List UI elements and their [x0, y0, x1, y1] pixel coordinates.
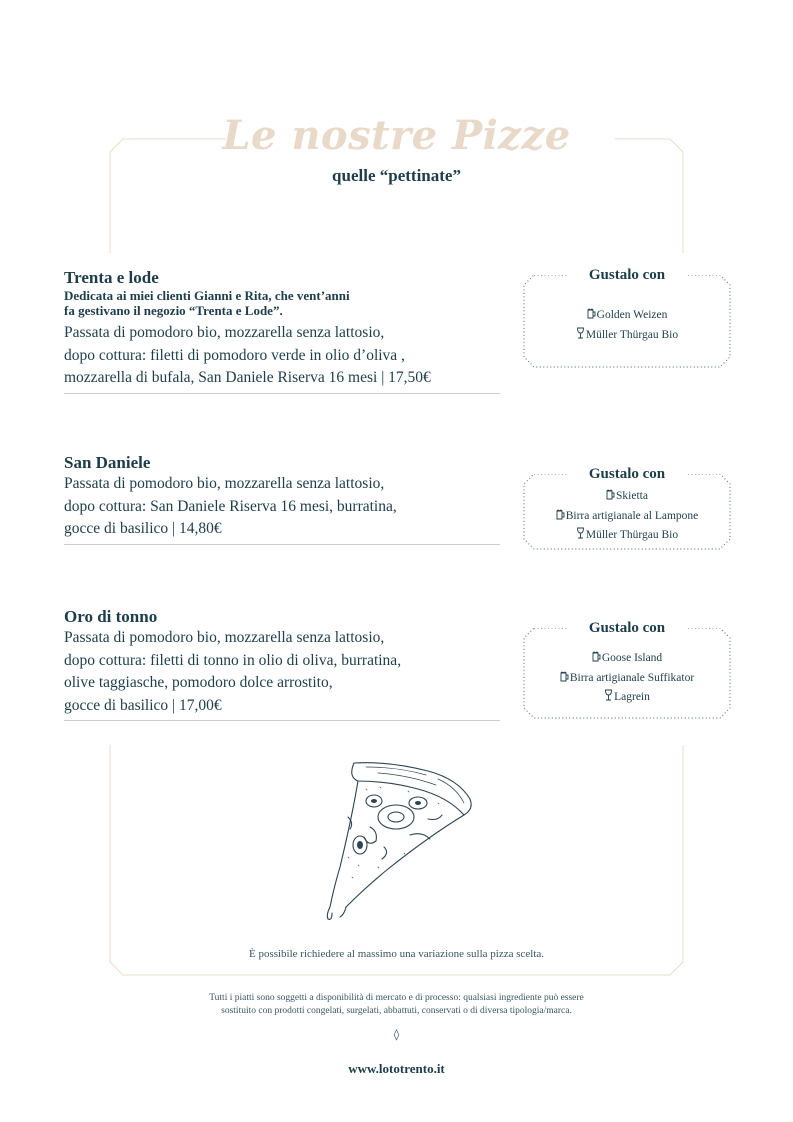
pizza-divider [64, 393, 500, 394]
pairing-list [522, 306, 732, 345]
pizza-description-line: dopo cottura: filetti di pomodoro verde in olio d’oliva , [64, 346, 405, 364]
pizza-description-line: gocce di basilico | 17,00€ [64, 696, 222, 714]
pizza-slice-illustration [318, 757, 478, 922]
pizza-description-line: Passata di pomodoro bio, mozzarella senza lattosio, [64, 324, 385, 341]
pizza-dedication-line: fa gestivano il negozio “Trenta e Lode”. [64, 303, 283, 318]
page-subtitle: quelle “pettinate” [332, 166, 461, 185]
pizza-description-line: dopo cottura: San Daniele Riserva 16 mesi, burratina, [64, 497, 397, 515]
beer-icon [606, 488, 615, 507]
beer-icon [592, 650, 601, 669]
pairing-item: Goose Island [522, 649, 732, 669]
pairing-item: Lagrein [522, 688, 732, 708]
pizza-name: Trenta e lode [64, 268, 159, 287]
pairing-item: Birra artigianale Suffikator [522, 669, 732, 689]
pizza-description-line: dopo cottura: filetti di tonno in olio di oliva, burratina, [64, 651, 402, 669]
wine-glass-icon [576, 527, 585, 546]
pairing-title: Gustalo con [588, 466, 666, 482]
pizza-description-line: Passata di pomodoro bio, mozzarella senza lattosio, [64, 629, 385, 646]
pairing-item: Skietta [522, 487, 732, 507]
pairing-box [522, 620, 732, 718]
pairing-list [522, 649, 732, 708]
pizza-item-trenta-e-lode [64, 268, 500, 394]
pizza-item-oro-di-tonno [64, 607, 500, 721]
page-title: Le nostre Pizze [222, 112, 571, 159]
beer-icon [556, 508, 565, 527]
pizza-description-line: mozzarella di bufala, San Daniele Riserva 16 mesi | 17,50€ [64, 369, 431, 386]
pairing-title: Gustalo con [588, 267, 666, 283]
pairing-title: Gustalo con [588, 620, 666, 636]
pizza-description-line: gocce di basilico | 14,80€ [64, 520, 222, 537]
pairing-box [522, 267, 732, 367]
pizza-divider [64, 544, 500, 545]
pizza-description-line: Passata di pomodoro bio, mozzarella senza lattosio, [64, 475, 385, 492]
pairing-item: Birra artigianale al Lampone [522, 507, 732, 527]
pairing-box [522, 466, 732, 549]
pairing-item: Müller Thürgau Bio [522, 326, 732, 346]
pizza-description-line: olive taggiasche, pomodoro dolce arrostito, [64, 674, 333, 691]
pairing-item: Golden Weizen [522, 306, 732, 326]
pairing-list [522, 487, 732, 546]
disclaimer [150, 992, 643, 1018]
pizza-name: Oro di tonno [64, 607, 158, 626]
beer-icon [560, 670, 569, 689]
website-link[interactable]: www.lototrento.it [348, 1061, 445, 1076]
wine-glass-icon [576, 327, 585, 346]
pizza-name: San Daniele [64, 453, 151, 472]
pizza-divider [64, 720, 500, 721]
pizza-item-san-daniele [64, 453, 500, 545]
pizza-dedication-line: Dedicata ai miei clienti Gianni e Rita, che vent’anni [64, 288, 350, 303]
variation-note: È possibile richiedere al massimo una variazione sulla pizza scelta. [248, 948, 545, 960]
pairing-item: Müller Thürgau Bio [522, 526, 732, 546]
beer-icon [587, 307, 596, 326]
disclaimer-line: Tutti i piatti sono soggetti a disponibilità di mercato e di processo: qualsiasi ingrediente può essere [209, 993, 584, 1003]
wine-glass-icon [604, 689, 613, 708]
disclaimer-line: sostituito con prodotti congelati, surgelati, abbattuti, conservati o di diversa tipologia/marca. [221, 1006, 572, 1016]
diamond-divider-icon: ◊ [393, 1028, 400, 1041]
